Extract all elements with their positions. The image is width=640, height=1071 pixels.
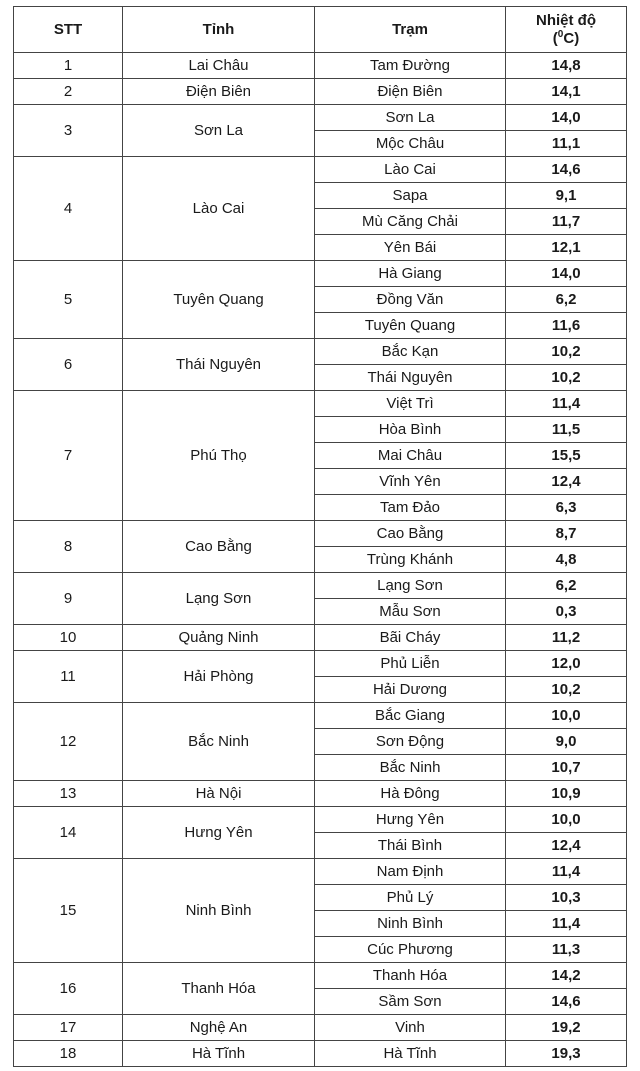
cell-station: Mộc Châu	[315, 131, 506, 157]
table-row	[14, 573, 627, 599]
cell-temperature: 10,2	[506, 365, 627, 391]
cell-stt: 6	[14, 339, 123, 391]
cell-temperature: 10,0	[506, 703, 627, 729]
cell-stt: 4	[14, 157, 123, 261]
cell-temperature: 10,0	[506, 807, 627, 833]
table-row	[14, 1041, 627, 1067]
cell-station: Phủ Liễn	[315, 651, 506, 677]
cell-temperature: 10,7	[506, 755, 627, 781]
table-row	[14, 625, 627, 651]
table-row	[14, 651, 627, 677]
table-row	[14, 859, 627, 885]
header-temperature-unit	[506, 30, 626, 48]
table-row	[14, 261, 627, 287]
cell-station: Tuyên Quang	[315, 313, 506, 339]
cell-station: Bắc Giang	[315, 703, 506, 729]
cell-stt: 14	[14, 807, 123, 859]
cell-station: Sầm Sơn	[315, 989, 506, 1015]
header-station: Trạm	[315, 7, 506, 53]
cell-station: Việt Trì	[315, 391, 506, 417]
cell-stt: 8	[14, 521, 123, 573]
cell-station: Nam Định	[315, 859, 506, 885]
cell-station: Yên Bái	[315, 235, 506, 261]
temperature-table-container	[13, 6, 627, 1067]
cell-station: Điện Biên	[315, 79, 506, 105]
cell-station: Lào Cai	[315, 157, 506, 183]
table-row	[14, 781, 627, 807]
cell-station: Hà Đông	[315, 781, 506, 807]
cell-temperature: 11,2	[506, 625, 627, 651]
cell-station: Ninh Bình	[315, 911, 506, 937]
cell-temperature: 12,1	[506, 235, 627, 261]
cell-temperature: 10,2	[506, 339, 627, 365]
cell-station: Hải Dương	[315, 677, 506, 703]
cell-station: Thanh Hóa	[315, 963, 506, 989]
table-row	[14, 53, 627, 79]
cell-station: Cúc Phương	[315, 937, 506, 963]
table-body	[14, 53, 627, 1067]
cell-temperature: 14,2	[506, 963, 627, 989]
header-province: Tỉnh	[123, 7, 315, 53]
cell-station: Mai Châu	[315, 443, 506, 469]
cell-province: Hải Phòng	[123, 651, 315, 703]
cell-province: Nghệ An	[123, 1015, 315, 1041]
cell-stt: 5	[14, 261, 123, 339]
cell-province: Lào Cai	[123, 157, 315, 261]
header-temperature-label: Nhiệt độ	[536, 11, 596, 29]
cell-station: Đồng Văn	[315, 287, 506, 313]
table-row	[14, 105, 627, 131]
cell-temperature: 6,2	[506, 573, 627, 599]
cell-temperature: 4,8	[506, 547, 627, 573]
cell-station: Hưng Yên	[315, 807, 506, 833]
header-stt: STT	[14, 7, 123, 53]
cell-temperature: 8,7	[506, 521, 627, 547]
cell-station: Thái Nguyên	[315, 365, 506, 391]
cell-stt: 2	[14, 79, 123, 105]
cell-temperature: 6,2	[506, 287, 627, 313]
table-row	[14, 79, 627, 105]
cell-stt: 15	[14, 859, 123, 963]
cell-station: Tam Đảo	[315, 495, 506, 521]
header-temperature	[506, 7, 627, 53]
cell-station: Vĩnh Yên	[315, 469, 506, 495]
cell-station: Sơn La	[315, 105, 506, 131]
unit-degree-sup: 0	[557, 28, 564, 40]
table-row	[14, 703, 627, 729]
cell-temperature: 6,3	[506, 495, 627, 521]
cell-province: Bắc Ninh	[123, 703, 315, 781]
cell-temperature: 0,3	[506, 599, 627, 625]
cell-stt: 10	[14, 625, 123, 651]
cell-temperature: 9,0	[506, 729, 627, 755]
cell-station: Hà Tĩnh	[315, 1041, 506, 1067]
cell-province: Tuyên Quang	[123, 261, 315, 339]
cell-temperature: 14,6	[506, 989, 627, 1015]
cell-temperature: 14,1	[506, 79, 627, 105]
temperature-table	[13, 6, 627, 1067]
cell-stt: 16	[14, 963, 123, 1015]
cell-temperature: 14,6	[506, 157, 627, 183]
table-row	[14, 157, 627, 183]
cell-province: Thanh Hóa	[123, 963, 315, 1015]
cell-temperature: 11,5	[506, 417, 627, 443]
cell-temperature: 10,3	[506, 885, 627, 911]
cell-station: Trùng Khánh	[315, 547, 506, 573]
cell-temperature: 12,4	[506, 469, 627, 495]
cell-station: Mẫu Sơn	[315, 599, 506, 625]
cell-station: Vinh	[315, 1015, 506, 1041]
cell-station: Hòa Bình	[315, 417, 506, 443]
cell-temperature: 11,1	[506, 131, 627, 157]
cell-province: Hà Tĩnh	[123, 1041, 315, 1067]
cell-temperature: 14,8	[506, 53, 627, 79]
cell-stt: 7	[14, 391, 123, 521]
cell-temperature: 12,0	[506, 651, 627, 677]
cell-province: Hưng Yên	[123, 807, 315, 859]
header-row	[14, 7, 627, 53]
cell-station: Cao Bằng	[315, 521, 506, 547]
cell-temperature: 12,4	[506, 833, 627, 859]
cell-station: Phủ Lý	[315, 885, 506, 911]
cell-station: Mù Căng Chải	[315, 209, 506, 235]
cell-province: Phú Thọ	[123, 391, 315, 521]
table-row	[14, 339, 627, 365]
cell-province: Ninh Bình	[123, 859, 315, 963]
cell-temperature: 19,2	[506, 1015, 627, 1041]
table-row	[14, 963, 627, 989]
cell-province: Cao Bằng	[123, 521, 315, 573]
cell-stt: 18	[14, 1041, 123, 1067]
cell-temperature: 11,4	[506, 911, 627, 937]
table-row	[14, 391, 627, 417]
cell-station: Bắc Kạn	[315, 339, 506, 365]
cell-station: Lạng Sơn	[315, 573, 506, 599]
cell-province: Lai Châu	[123, 53, 315, 79]
unit-close: C)	[563, 29, 580, 47]
table-row	[14, 521, 627, 547]
cell-stt: 11	[14, 651, 123, 703]
cell-temperature: 11,6	[506, 313, 627, 339]
table-row	[14, 1015, 627, 1041]
cell-station: Sapa	[315, 183, 506, 209]
cell-province: Lạng Sơn	[123, 573, 315, 625]
cell-temperature: 14,0	[506, 261, 627, 287]
cell-temperature: 9,1	[506, 183, 627, 209]
table-row	[14, 807, 627, 833]
cell-province: Thái Nguyên	[123, 339, 315, 391]
cell-stt: 3	[14, 105, 123, 157]
cell-temperature: 14,0	[506, 105, 627, 131]
cell-temperature: 11,4	[506, 859, 627, 885]
cell-temperature: 11,7	[506, 209, 627, 235]
cell-temperature: 19,3	[506, 1041, 627, 1067]
cell-temperature: 11,4	[506, 391, 627, 417]
cell-stt: 12	[14, 703, 123, 781]
cell-stt: 1	[14, 53, 123, 79]
cell-station: Thái Bình	[315, 833, 506, 859]
cell-station: Hà Giang	[315, 261, 506, 287]
cell-station: Sơn Động	[315, 729, 506, 755]
cell-province: Hà Nội	[123, 781, 315, 807]
table-header	[14, 7, 627, 53]
cell-province: Sơn La	[123, 105, 315, 157]
cell-station: Tam Đường	[315, 53, 506, 79]
cell-temperature: 15,5	[506, 443, 627, 469]
cell-temperature: 10,2	[506, 677, 627, 703]
cell-station: Bãi Cháy	[315, 625, 506, 651]
cell-province: Quảng Ninh	[123, 625, 315, 651]
cell-station: Bắc Ninh	[315, 755, 506, 781]
cell-stt: 9	[14, 573, 123, 625]
cell-stt: 13	[14, 781, 123, 807]
cell-temperature: 11,3	[506, 937, 627, 963]
cell-province: Điện Biên	[123, 79, 315, 105]
cell-stt: 17	[14, 1015, 123, 1041]
cell-temperature: 10,9	[506, 781, 627, 807]
unit-open: (	[552, 29, 558, 47]
